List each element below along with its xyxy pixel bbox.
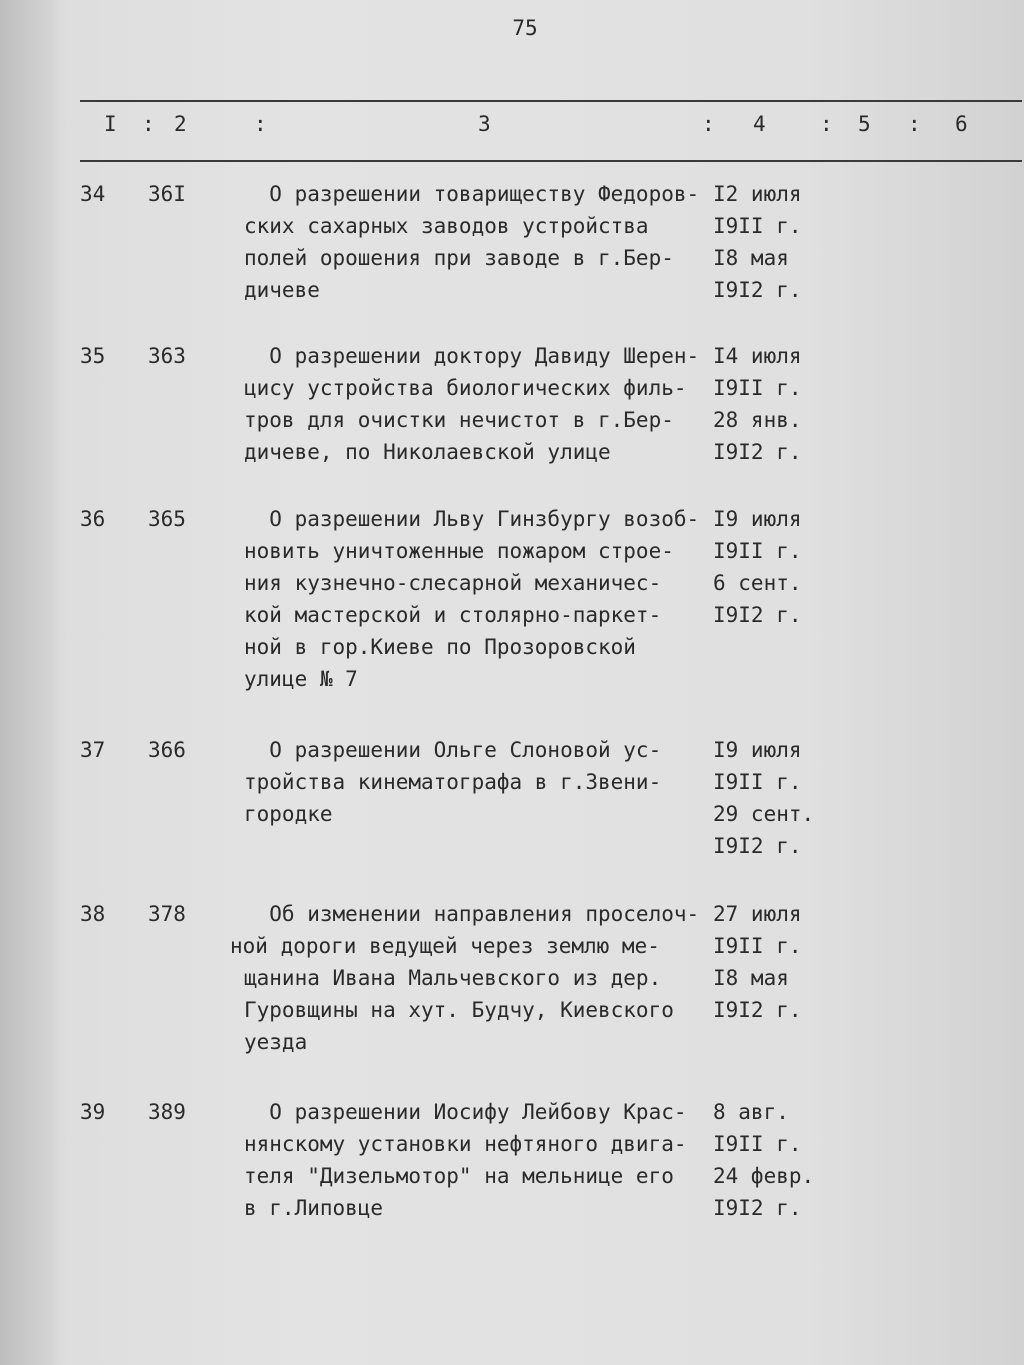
column-header-6: 6 <box>955 112 968 136</box>
description-line: дичеве, по Николаевской улице <box>244 440 611 464</box>
description-line: О разрешении Льву Гинзбургу возоб- <box>244 507 700 531</box>
date-end-year: I9I2 г. <box>713 603 802 627</box>
description-line: ния кузнечно-слесарной механичес- <box>244 571 662 595</box>
description-line: нянскому установки нефтяного двига- <box>244 1132 687 1156</box>
column-header-2: 2 <box>174 112 187 136</box>
date-start-year: I9II г. <box>713 1132 802 1156</box>
entry-description <box>244 503 714 695</box>
entry-file-number: 366 <box>148 738 186 762</box>
entry-dates <box>713 178 833 306</box>
description-line: дичеве <box>244 278 320 302</box>
date-end-day: 29 сент. <box>713 802 815 826</box>
description-line: ских сахарных заводов устройства <box>244 214 649 238</box>
entry-description <box>244 734 714 830</box>
header-rule-top <box>80 100 1022 102</box>
description-line: ной в гор.Киеве по Прозоровской <box>244 635 636 659</box>
entry-description <box>230 898 714 1058</box>
description-line: О разрешении Иосифу Лейбову Крас- <box>244 1100 687 1124</box>
column-separator-3: : <box>702 112 715 136</box>
entry-number: 36 <box>80 507 106 531</box>
date-end-day: I8 мая <box>713 246 789 270</box>
page-number: 75 <box>512 16 538 40</box>
entry-file-number: 389 <box>148 1100 186 1124</box>
description-line: тройства кинематографа в г.Звени- <box>244 770 662 794</box>
column-header-1: I <box>104 112 117 136</box>
description-line: новить уничтоженные пожаром строе- <box>244 539 674 563</box>
date-start-day: 8 авг. <box>713 1100 789 1124</box>
description-line: кой мастерской и столярно-паркет- <box>244 603 662 627</box>
entry-dates <box>713 1096 833 1224</box>
description-line: О разрешении Ольге Слоновой ус- <box>244 738 662 762</box>
description-line: в г.Липовце <box>244 1196 384 1220</box>
date-end-year: I9I2 г. <box>713 998 802 1022</box>
column-header-4: 4 <box>753 112 766 136</box>
description-line: Об изменении направления проселоч- <box>244 902 700 926</box>
description-line: цису устройства биологических филь- <box>244 376 687 400</box>
date-start-year: I9II г. <box>713 934 802 958</box>
date-end-year: I9I2 г. <box>713 278 802 302</box>
date-start-day: I9 июля <box>713 507 802 531</box>
date-start-year: I9II г. <box>713 770 802 794</box>
date-end-year: I9I2 г. <box>713 1196 802 1220</box>
entry-description <box>244 1096 714 1224</box>
date-end-year: I9I2 г. <box>713 440 802 464</box>
entry-dates <box>713 734 833 862</box>
entry-number: 39 <box>80 1100 106 1124</box>
description-line: городке <box>244 802 333 826</box>
column-header-5: 5 <box>858 112 871 136</box>
date-end-day: 6 сент. <box>713 571 802 595</box>
column-header-3: 3 <box>478 112 491 136</box>
description-line: тров для очистки нечистот в г.Бер- <box>244 408 674 432</box>
column-separator-4: : <box>820 112 833 136</box>
description-line: О разрешении товариществу Федоров- <box>244 182 700 206</box>
date-start-day: 27 июля <box>713 902 802 926</box>
entry-file-number: 36I <box>148 182 186 206</box>
column-header-row <box>0 112 1024 148</box>
date-end-day: 24 февр. <box>713 1164 815 1188</box>
entry-number: 37 <box>80 738 106 762</box>
entry-dates <box>713 503 833 631</box>
description-line: полей орошения при заводе в г.Бер- <box>244 246 674 270</box>
column-separator-2: : <box>254 112 267 136</box>
entry-file-number: 378 <box>148 902 186 926</box>
header-rule-bottom <box>80 160 1022 162</box>
date-start-year: I9II г. <box>713 539 802 563</box>
description-line: Гуровщины на хут. Будчу, Киевского <box>244 998 674 1022</box>
column-separator-5: : <box>908 112 921 136</box>
description-line: О разрешении доктору Давиду Шерен- <box>244 344 700 368</box>
description-line: ной дороги ведущей через землю ме- <box>230 934 660 958</box>
entry-dates <box>713 898 833 1026</box>
description-line: теля "Дизельмотор" на мельнице его <box>244 1164 674 1188</box>
date-start-day: I4 июля <box>713 344 802 368</box>
entry-dates <box>713 340 833 468</box>
description-line: улице № 7 <box>244 667 358 691</box>
description-line: щанина Ивана Мальчевского из дер. <box>244 966 662 990</box>
binding-shadow <box>0 0 60 1365</box>
description-line: уезда <box>244 1030 308 1054</box>
date-start-day: I9 июля <box>713 738 802 762</box>
date-end-day: 28 янв. <box>713 408 802 432</box>
entry-description <box>244 340 714 468</box>
date-start-day: I2 июля <box>713 182 802 206</box>
date-end-day: I8 мая <box>713 966 789 990</box>
date-end-year: I9I2 г. <box>713 834 802 858</box>
entry-description <box>244 178 714 306</box>
entry-number: 34 <box>80 182 106 206</box>
entry-number: 38 <box>80 902 106 926</box>
date-start-year: I9II г. <box>713 376 802 400</box>
entry-file-number: 363 <box>148 344 186 368</box>
entry-number: 35 <box>80 344 106 368</box>
date-start-year: I9II г. <box>713 214 802 238</box>
column-separator-1: : <box>142 112 155 136</box>
entry-file-number: 365 <box>148 507 186 531</box>
